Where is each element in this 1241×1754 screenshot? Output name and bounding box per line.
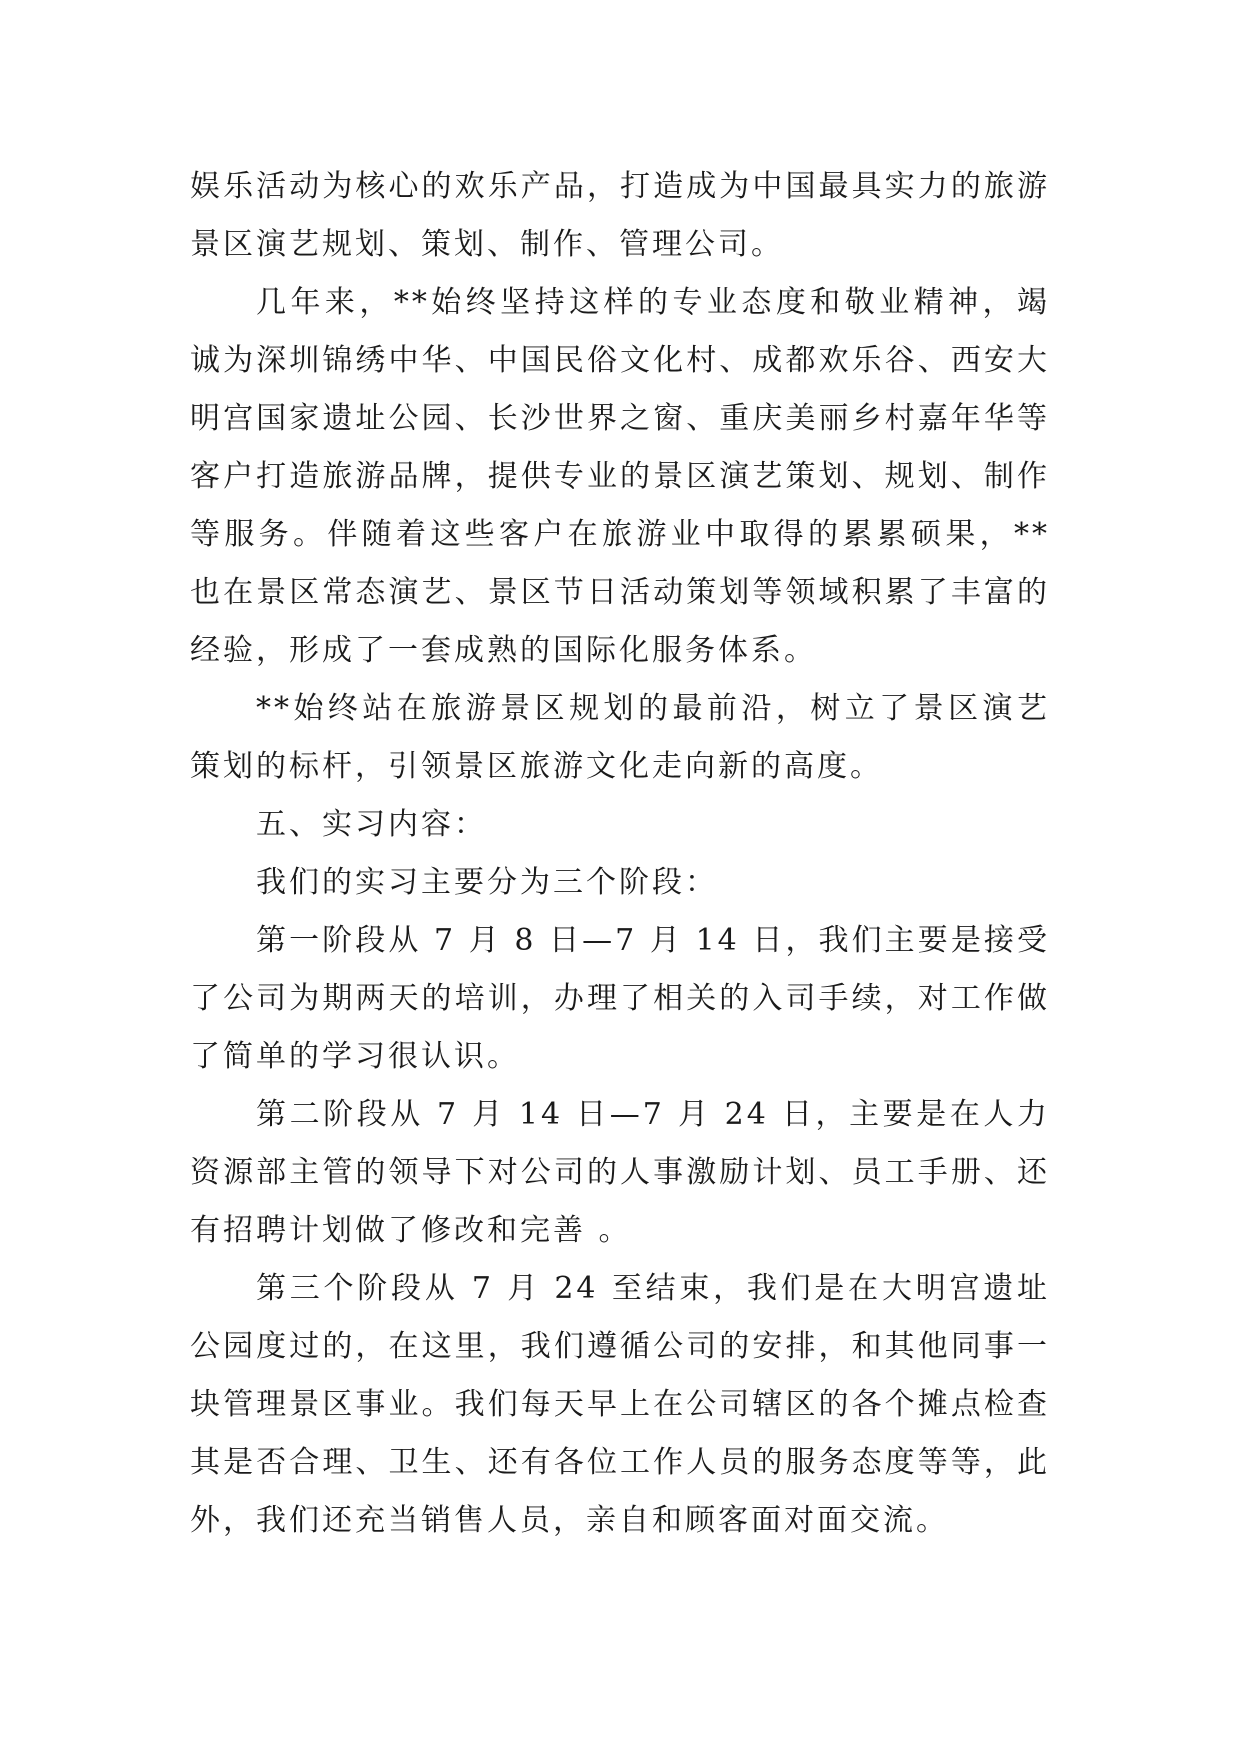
paragraph-stage-one: 第一阶段从 7 月 8 日—7 月 14 日，我们主要是接受了公司为期两天的培训，办理了相关的入司手续，对工作做了简单的学习很认识。 xyxy=(190,923,1050,1074)
section-heading-internship-content: 五、实习内容： xyxy=(256,807,487,842)
document-body xyxy=(190,158,1050,1550)
paragraph-company-history: 几年来，**始终坚持这样的专业态度和敬业精神，竭诚为深圳锦绣中华、中国民俗文化村、成都欢乐谷、西安大明宫国家遗址公园、长沙世界之窗、重庆美丽乡村嘉年华等客户打造旅游品牌，提供专业的景区演艺策划、规划、制作等服务。伴随着这些客户在旅游业中取得的累累硕果，**也在景区常态演艺、景区节日活动策划等领域积累了丰富的经验，形成了一套成熟的国际化服务体系。 xyxy=(190,285,1050,668)
paragraph-intro-continuation: 娱乐活动为核心的欢乐产品，打造成为中国最具实力的旅游景区演艺规划、策划、制作、管理公司。 xyxy=(190,169,1050,262)
paragraph-company-position: **始终站在旅游景区规划的最前沿，树立了景区演艺策划的标杆，引领景区旅游文化走向新的高度。 xyxy=(190,691,1050,784)
paragraph-stage-two: 第二阶段从 7 月 14 日—7 月 24 日，主要是在人力资源部主管的领导下对公司的人事激励计划、员工手册、还有招聘计划做了修改和完善 。 xyxy=(190,1097,1050,1248)
paragraph-stage-three: 第三个阶段从 7 月 24 至结束，我们是在大明宫遗址公园度过的，在这里，我们遵循公司的安排，和其他同事一块管理景区事业。我们每天早上在公司辖区的各个摊点检查其是否合理、卫生、还有各位工作人员的服务态度等等，此外，我们还充当销售人员，亲自和顾客面对面交流。 xyxy=(190,1271,1050,1538)
paragraph-internship-overview: 我们的实习主要分为三个阶段： xyxy=(256,865,718,900)
